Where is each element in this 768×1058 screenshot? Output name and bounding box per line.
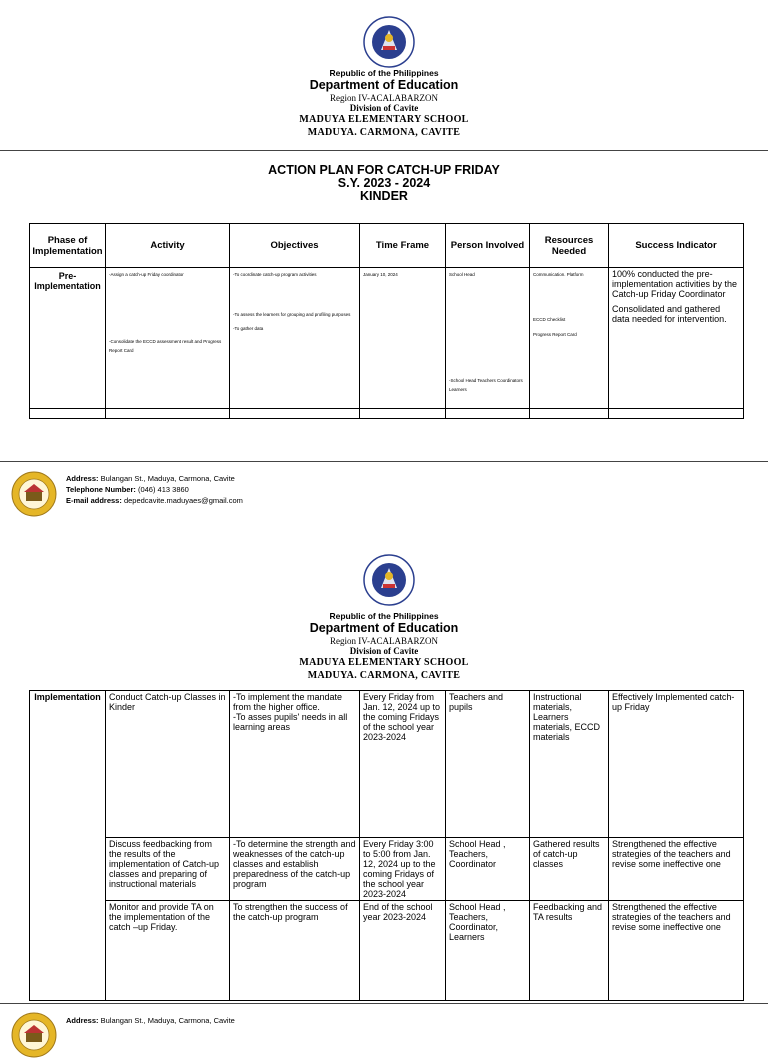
objectives-cell: -To determine the strength and weaknesses of the catch-up classes and establish preparedness of the catch-up program	[230, 838, 360, 901]
time-frame-cell: January 10, 2024	[360, 268, 446, 409]
activity-cell: Discuss feedbacking from the results of the implementation of Catch-up classes and preparing of instructional materials	[106, 838, 230, 901]
footer-contact	[66, 1015, 235, 1026]
resources-cell: Feedbacking and TA results	[530, 901, 609, 1001]
address-value: Bulangan St., Maduya, Carmona, Cavite	[100, 1016, 235, 1025]
school-logo-icon	[11, 471, 57, 517]
objective-item: -To assess the learners for grouping and profiling purposes	[233, 312, 351, 317]
header-time-frame: Time Frame	[360, 224, 446, 268]
objectives-cell: -To implement the mandate from the higher office. -To asses pupils' needs in all learning areas	[230, 691, 360, 838]
activity-item: -Consolidate the ECCD assessment result and Progress Report Card	[109, 339, 222, 353]
footer-contact	[66, 473, 243, 506]
school-name: MADUYA ELEMENTARY SCHOOL	[299, 114, 469, 125]
resources-cell	[530, 268, 609, 409]
header-resources: Resources Needed	[530, 224, 609, 268]
success-cell: Strengthened the effective strategies of the teachers and revise some ineffective one	[609, 901, 744, 1001]
resources-cell: Gathered results of catch-up classes	[530, 838, 609, 901]
school-address: MADUYA. CARMONA, CAVITE	[307, 127, 461, 138]
time-frame-cell: Every Friday 3:00 to 5:00 from Jan. 12, 2024 up to the coming Fridays of the school year 2023-2024	[360, 838, 446, 901]
header-row	[30, 224, 744, 268]
activity-item: -Assign a catch-up Friday coordinator	[109, 272, 184, 277]
table-row	[30, 901, 744, 1001]
objectives-cell: To strengthen the success of the catch-up program	[230, 901, 360, 1001]
table-row	[30, 691, 744, 838]
person-cell	[446, 268, 530, 409]
school-logo-icon	[11, 1012, 57, 1058]
person-item: School Head	[449, 272, 475, 277]
action-plan-table-page-1	[29, 223, 744, 419]
resource-item: ECCD Checklist	[533, 317, 566, 322]
email-value: depedcavite.maduyaes@gmail.com	[123, 496, 243, 505]
page-2	[0, 530, 768, 1024]
region-text: Region IV-ACALABARZON	[330, 636, 438, 646]
time-frame-cell: End of the school year 2023-2024	[360, 901, 446, 1001]
school-name: MADUYA ELEMENTARY SCHOOL	[299, 657, 469, 668]
time-frame-cell: Every Friday from Jan. 12, 2024 up to the coming Fridays of the school year 2023-2024	[360, 691, 446, 838]
header-phase: Phase of Implementation	[30, 224, 106, 268]
resource-item: Progress Report Card	[533, 332, 577, 337]
title-line-3: KINDER	[360, 189, 408, 203]
header-activity: Activity	[106, 224, 230, 268]
letterhead	[0, 611, 768, 682]
header-success-indicator: Success Indicator	[609, 224, 744, 268]
person-cell: Teachers and pupils	[446, 691, 530, 838]
person-item: -School Head Teachers Coordinators Learners	[449, 378, 523, 392]
phase-cell: Pre- Implementation	[30, 268, 106, 409]
table-row	[30, 268, 744, 409]
objective-item: -To coordinate catch-up program activities	[233, 272, 317, 277]
activity-cell	[106, 268, 230, 409]
email-label: E-mail address:	[66, 496, 122, 505]
person-cell: School Head , Teachers, Coordinator	[446, 838, 530, 901]
footer-divider	[0, 1003, 768, 1004]
header-divider	[0, 150, 768, 151]
republic-text: Republic of the Philippines	[329, 611, 439, 621]
phase-cell: Implementation	[30, 691, 106, 1001]
success-item: Consolidated and gathered data needed for intervention.	[612, 304, 727, 324]
success-item: 100% conducted the pre-implementation activities by the Catch-up Friday Coordinator	[612, 269, 738, 299]
department-text: Department of Education	[309, 621, 459, 635]
action-plan-table-page-2	[29, 690, 744, 1001]
activity-cell: Monitor and provide TA on the implementation of the catch –up Friday.	[106, 901, 230, 1001]
resources-cell: Instructional materials, Learners materials, ECCD materials	[530, 691, 609, 838]
title-line-1: ACTION PLAN FOR CATCH-UP FRIDAY	[268, 163, 500, 177]
phone-value: (046) 413 3860	[137, 485, 189, 494]
success-cell	[609, 268, 744, 409]
empty-row	[30, 409, 744, 419]
title-line-2: S.Y. 2023 - 2024	[337, 176, 431, 190]
address-label: Address:	[66, 1016, 99, 1025]
republic-text: Republic of the Philippines	[329, 68, 439, 78]
deped-seal-icon	[363, 554, 415, 606]
document-title	[0, 164, 768, 203]
region-text: Region IV-ACALABARZON	[330, 93, 438, 103]
objective-item: -To gather data	[233, 326, 264, 331]
division-text: Division of Cavite	[349, 646, 419, 656]
footer-divider	[0, 461, 768, 462]
success-cell: Strengthened the effective strategies of the teachers and revise some ineffective one	[609, 838, 744, 901]
address-value: Bulangan St., Maduya, Carmona, Cavite	[100, 474, 235, 483]
table-row	[30, 838, 744, 901]
address-label: Address:	[66, 474, 99, 483]
person-cell: School Head , Teachers, Coordinator, Learners	[446, 901, 530, 1001]
activity-cell: Conduct Catch-up Classes in Kinder	[106, 691, 230, 838]
success-cell: Effectively Implemented catch-up Friday	[609, 691, 744, 838]
header-objectives: Objectives	[230, 224, 360, 268]
division-text: Division of Cavite	[349, 103, 419, 113]
deped-seal-icon	[363, 16, 415, 68]
letterhead	[0, 68, 768, 139]
resource-item: Communication. Platform	[533, 272, 584, 277]
department-text: Department of Education	[309, 78, 459, 92]
objectives-cell	[230, 268, 360, 409]
phone-label: Telephone Number:	[66, 485, 136, 494]
header-person-involved: Person Involved	[446, 224, 530, 268]
school-address: MADUYA. CARMONA, CAVITE	[307, 670, 461, 681]
